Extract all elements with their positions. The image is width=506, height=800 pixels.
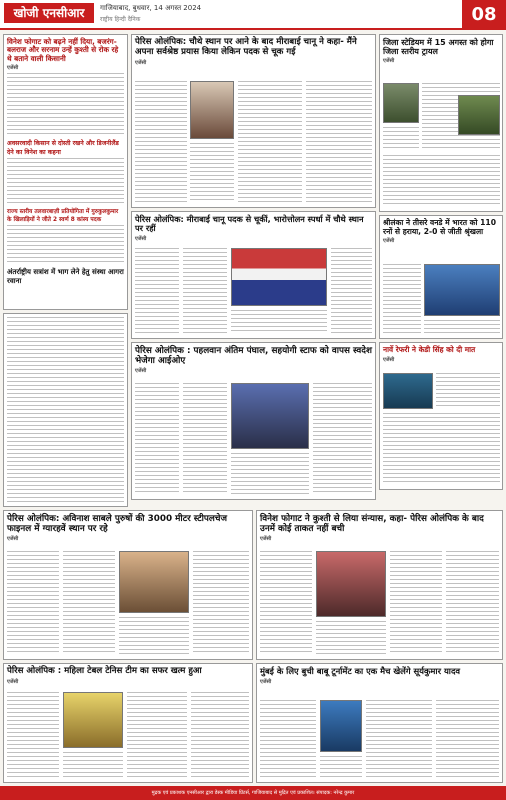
body-text [306, 81, 372, 203]
story-avinash [3, 510, 253, 660]
body-text [383, 155, 500, 207]
body-text [238, 81, 302, 203]
body-text [390, 551, 442, 655]
hockey-photo [383, 373, 433, 409]
subheadline: अंतर्राष्ट्रीय सत्रांश में भाग लेने हेतु संस्था आगरा रवाना [7, 267, 124, 285]
body-text [316, 621, 386, 655]
body-text [7, 692, 59, 778]
story-dhillon [379, 342, 503, 490]
story-vinesh [256, 510, 503, 660]
story-left-bottom [3, 313, 128, 507]
body-text [320, 756, 362, 778]
body-text [383, 127, 419, 151]
byline: एजेंसी [260, 678, 272, 685]
table-tennis-photo [63, 692, 123, 748]
body-text [183, 383, 227, 495]
body-text [119, 617, 189, 655]
wrestler-photo [231, 383, 309, 449]
body-text [366, 700, 432, 778]
headline-mirabai: पेरिस ओलंपिक: चौथे स्थान पर आने के बाद मीराबाई चानू ने कहा- मैंने अपना सर्वश्रेष्ठ प्रयास किया लेकिन पदक से चूक गई [135, 37, 357, 57]
subheadline: राज्य स्तरीय तलवारबाज़ी प्रतियोगिता में गुरुकुलकुमार के खिलाड़ियों ने जीते 2 स्वर्ण 8 कांस्य पदक [7, 208, 119, 223]
story-mumbai [256, 663, 503, 783]
body-text [260, 551, 312, 655]
byline: एजेंसी [135, 235, 147, 242]
steeplechase-photo [119, 551, 189, 613]
body-text [135, 81, 187, 203]
body-text [191, 692, 249, 778]
body-text [436, 373, 500, 409]
body-text [436, 700, 499, 778]
body-text [190, 143, 234, 203]
headline-table-tennis: पेरिस ओलंपिक : महिला टेबल टेनिस टीम का सफर खत्म हुआ [7, 666, 202, 676]
byline: एजेंसी [7, 64, 19, 71]
body-text [331, 248, 372, 334]
story-left-top [3, 34, 128, 310]
byline: एजेंसी [7, 536, 19, 543]
stadium-photo [383, 83, 419, 123]
story-mirabai [131, 34, 376, 208]
byline: एजेंसी [260, 536, 272, 543]
body-text [7, 73, 124, 135]
byline: एजेंसी [383, 356, 395, 363]
body-text [127, 692, 187, 778]
story-sehrawat [131, 342, 376, 500]
body-text [7, 225, 124, 265]
dateline: गाजियाबाद, बुधवार, 14 अगस्त 2024 [100, 4, 202, 12]
body-text [383, 264, 421, 334]
headline-mirabai-2: पेरिस ओलंपिक: मीराबाई चानू पदक से चूकीं, भारोत्तोलन स्पर्धा में चौथे स्थान पर रहीं [135, 214, 364, 234]
stadium-field-photo [458, 95, 500, 135]
weightlifting-photo [231, 248, 327, 306]
cricket-photo [424, 264, 500, 316]
byline: एजेंसी [383, 58, 395, 65]
page-number: 08 [462, 0, 506, 30]
body-text [313, 383, 372, 495]
footer-imprint: मुद्रक एवं प्रकाशक एनसीआर द्वारा डेस्क मीडिया प्रिंटर्स, गाजियाबाद से मुद्रित एवं प्रकाशित। संपादक: नरेन्द्र कुमार [0, 786, 506, 800]
body-text [7, 158, 124, 204]
body-text [231, 310, 327, 334]
body-text [135, 383, 179, 495]
body-text [135, 248, 179, 334]
headline-dhillon: नार्वे रेफरी ने केडी सिंह को दी मात [383, 345, 476, 354]
byline: एजेंसी [383, 238, 395, 245]
body-text [63, 551, 115, 655]
mirabai-photo [190, 81, 234, 139]
body-text [63, 752, 123, 778]
headline-avinash: पेरिस ओलंपिक: अविनाश साबले पुरुषों की 3000 मीटर स्टीपलचेज फाइनल में ग्यारहवें स्थान पर रहे [7, 514, 227, 535]
body-text [183, 248, 227, 334]
story-stadium [379, 34, 503, 212]
story-srilanka [379, 215, 503, 339]
body-text [231, 453, 309, 495]
body-text [7, 317, 124, 503]
subheadline: अवसरवादी किसान से दोस्ती रखने और डिजनीलैंड देने का विनेश का कहना [7, 139, 119, 156]
headline-mumbai: मुंबई के लिए बुची बाबू टूर्नामेंट का एक मैच खेलेंगे सूर्यकुमार यादव [260, 666, 461, 676]
cricketer-photo [320, 700, 362, 752]
vinesh-photo [316, 551, 386, 617]
body-text [383, 413, 500, 485]
headline-vinesh: विनेश फोगाट ने कुश्ती से लिया संन्यास, कहा- पेरिस ओलंपिक के बाद उनमें कोई ताकत नहीं बची [260, 514, 484, 535]
story-table-tennis [3, 663, 253, 783]
byline: एजेंसी [135, 368, 147, 375]
body-text [260, 700, 316, 778]
tagline: राष्ट्रीय हिन्दी दैनिक [100, 16, 141, 23]
body-text [446, 551, 499, 655]
story-mirabai-2 [131, 211, 376, 339]
headline-srilanka: श्रीलंका ने तीसरे वनडे में भारत को 110 रनों से हराया, 2-0 से जीती श्रृंखला [383, 218, 496, 236]
headline-left-top: विनेश फोगाट को बढ़ने नहीं दिया, बजरंग- बलराज और सरनाम उन्हें कुश्ती से रोक रहे थे बताने वाली किसानी [7, 37, 119, 63]
newspaper-brand: खोजी एनसीआर [4, 3, 94, 23]
byline: एजेंसी [7, 678, 19, 685]
body-text [424, 320, 500, 334]
masthead [0, 0, 506, 30]
body-text [193, 551, 249, 655]
headline-sehrawat: पेरिस ओलंपिक : पहलवान अंतिम पंघाल, सहयोगी स्टाफ को वापस स्वदेश भेजेगा आईओए [135, 346, 372, 367]
byline: एजेंसी [135, 59, 147, 66]
body-text [7, 551, 59, 655]
headline-stadium: जिला स्टेडियम में 15 अगस्त को होगा जिला स्तरीय ट्रायल [383, 38, 494, 57]
